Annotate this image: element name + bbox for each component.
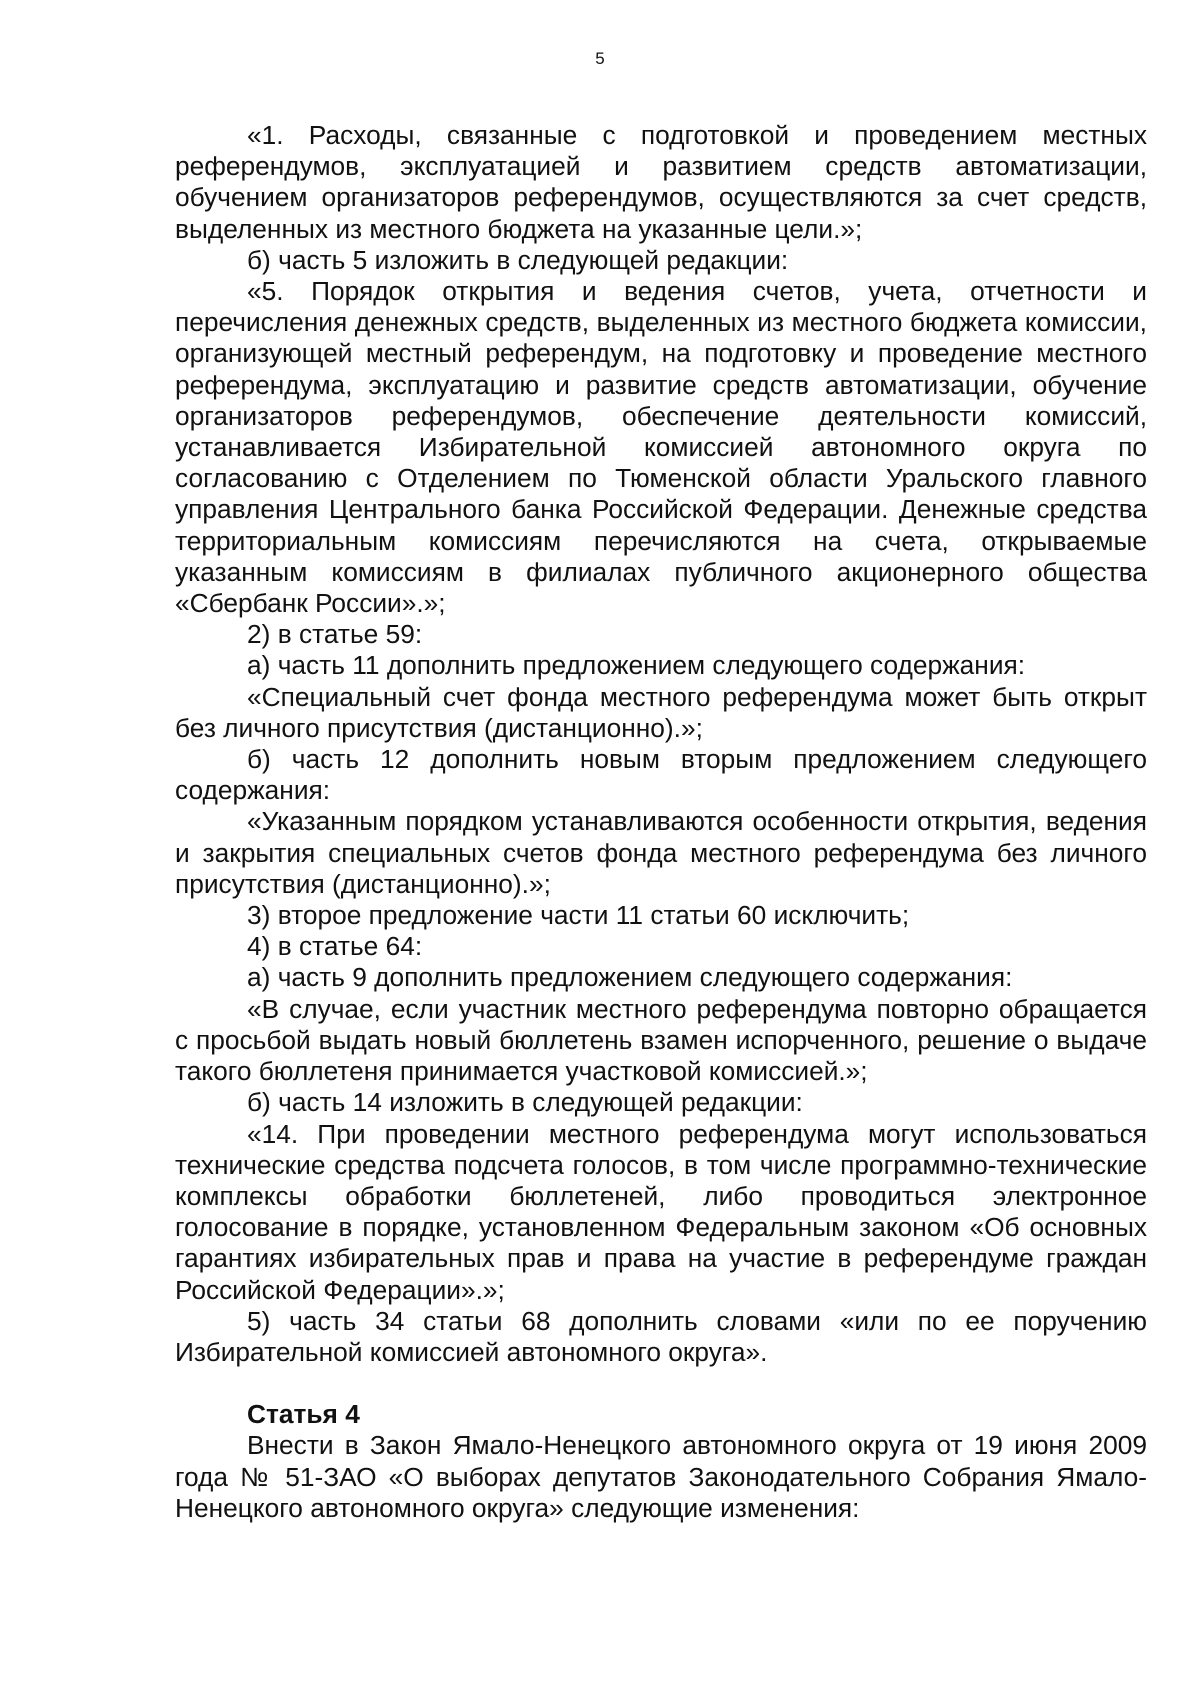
paragraph-6: «Специальный счет фонда местного референдума может быть открыт без личного присутствия (дистанционно).»; bbox=[175, 681, 1147, 743]
paragraph-9: 3) второе предложение части 11 статьи 60 исключить; bbox=[247, 900, 910, 931]
paragraph-7: б) часть 12 дополнить новым вторым предложением следующего содержания: bbox=[175, 744, 1147, 806]
paragraph-1: «1. Расходы, связанные с подготовкой и проведением местных референдумов, эксплуатацией и развитием средств автоматизации, обучением организаторов референдумов, осуществляются за счет средств, выделенных из местного бюджета на указанные цели.»; bbox=[175, 120, 1147, 244]
paragraph-8: «Указанным порядком устанавливаются особенности открытия, ведения и закрытия специальных счетов фонда местного референдума без личного присутствия (дистанционно).»; bbox=[175, 806, 1147, 899]
paragraph-3: «5. Порядок открытия и ведения счетов, учета, отчетности и перечисления денежных средств, выделенных из местного бюджета комиссии, организующей местный референдум, на подготовку и проведение местного референдума, эксплуатацию и развитие средств автоматизации, обучение организаторов референдумов, обеспечение деятельности комиссий, устанавливается Избирательной комиссией автономного округа по согласованию с Отделением по Тюменской области Уральского главного управления Центрального банка Российской Федерации. Денежные средства территориальным комиссиям перечисляются на счета, открываемые указанным комиссиям в филиалах публичного акционерного общества «Сбербанк России».»; bbox=[175, 276, 1147, 619]
article-heading: Статья 4 bbox=[247, 1399, 360, 1430]
paragraph-5: а) часть 11 дополнить предложением следующего содержания: bbox=[247, 650, 1026, 681]
paragraph-12: «В случае, если участник местного референдума повторно обращается с просьбой выдать новый бюллетень взамен испорченного, решение о выдаче такого бюллетеня принимается участковой комиссией.»; bbox=[175, 993, 1147, 1087]
article-text: Внести в Закон Ямало-Ненецкого автономного округа от 19 июня 2009 года № 51-ЗАО «О выборах депутатов Законодательного Собрания Ямало-Ненецкого автономного округа» следующие изменения: bbox=[175, 1430, 1147, 1523]
paragraph-13: б) часть 14 изложить в следующей редакции: bbox=[247, 1087, 803, 1118]
paragraph-4: 2) в статье 59: bbox=[247, 619, 423, 650]
paragraph-15: 5) часть 34 статьи 68 дополнить словами «или по ее поручению Избирательной комиссией автономного округа». bbox=[175, 1305, 1147, 1367]
paragraph-11: а) часть 9 дополнить предложением следующего содержания: bbox=[247, 962, 1013, 993]
paragraph-14: «14. При проведении местного референдума могут использоваться технические средства подсчета голосов, в том числе программно-технические комплексы обработки бюллетеней, либо проводиться электронное голосование в порядке, установленном Федеральным законом «Об основных гарантиях избирательных прав и права на участие в референдуме граждан Российской Федерации».»; bbox=[175, 1118, 1147, 1305]
paragraph-2: б) часть 5 изложить в следующей редакции: bbox=[247, 244, 789, 275]
page-number: 5 bbox=[595, 49, 605, 68]
paragraph-10: 4) в статье 64: bbox=[247, 931, 423, 962]
document-body bbox=[175, 120, 1147, 1524]
